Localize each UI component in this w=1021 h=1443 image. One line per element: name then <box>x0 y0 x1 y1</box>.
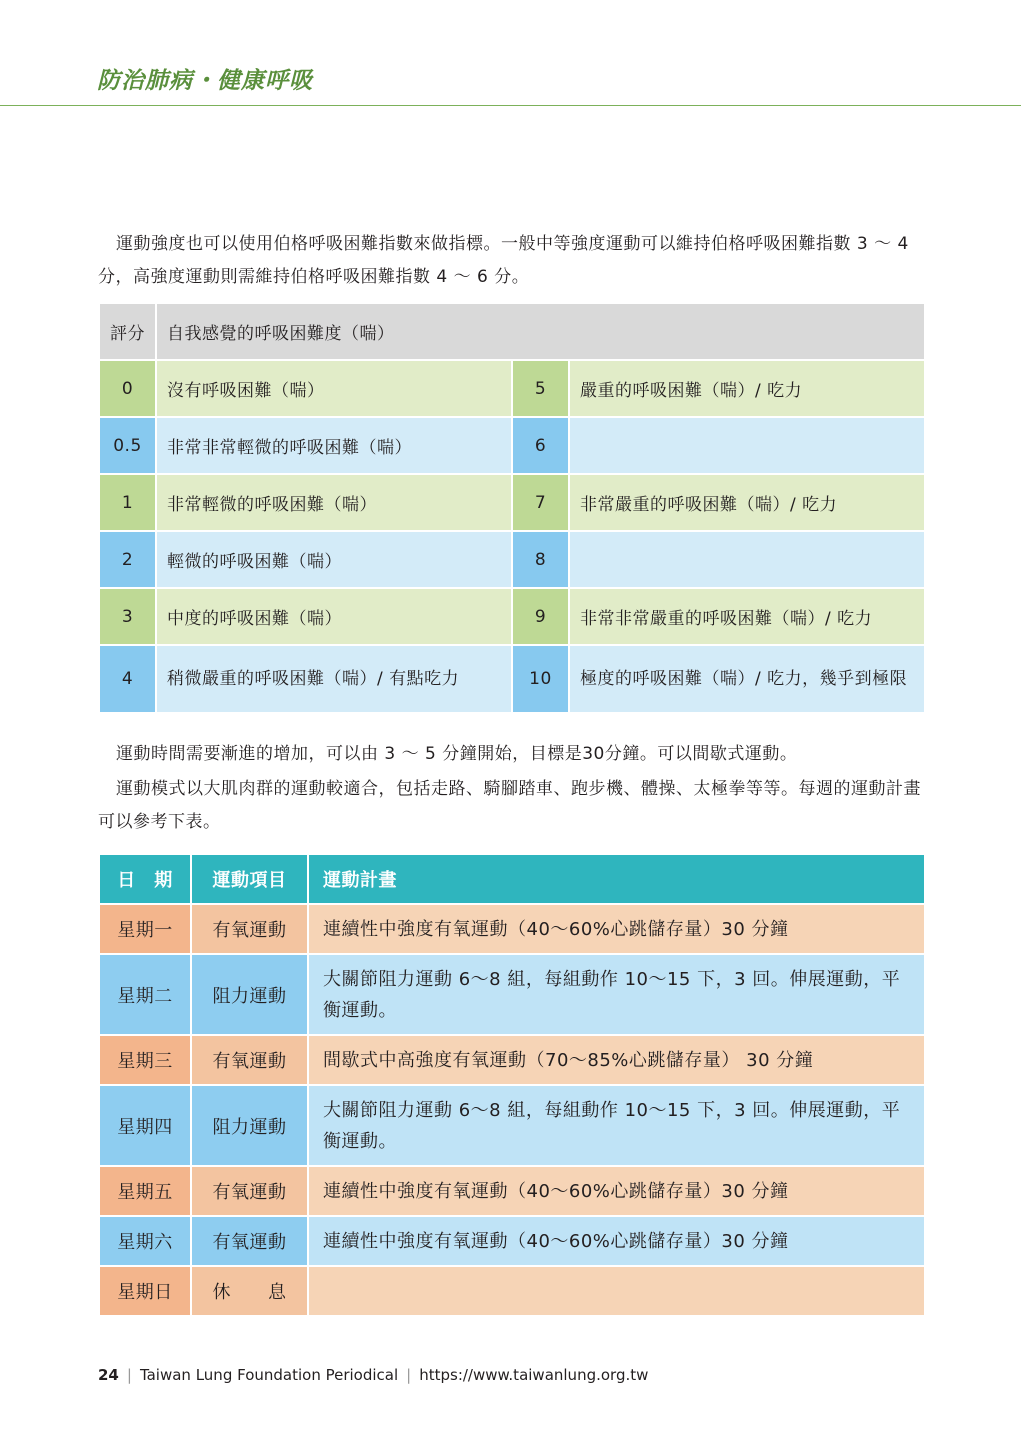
header-desc: 自我感覺的呼吸困難度（喘） <box>156 303 925 360</box>
item-cell: 阻力運動 <box>191 1085 308 1166</box>
item-cell: 阻力運動 <box>191 954 308 1035</box>
day-cell: 星期日 <box>99 1266 191 1316</box>
footer-separator: | <box>406 1366 412 1384</box>
header-plan: 運動計畫 <box>308 854 925 904</box>
plan-cell: 連續性中強度有氧運動（40～60%心跳儲存量）30 分鐘 <box>308 904 925 954</box>
score-cell: 6 <box>512 417 569 474</box>
paragraph-text: 運動模式以大肌肉群的運動較適合，包括走路、騎腳踏車、跑步機、體操、太極拳等等。每週的運動計畫可以參考下表。 <box>98 779 921 832</box>
score-cell: 9 <box>512 588 569 645</box>
desc-cell: 非常輕微的呼吸困難（喘） <box>156 474 512 531</box>
day-cell: 星期五 <box>99 1166 191 1216</box>
day-cell: 星期六 <box>99 1216 191 1266</box>
desc-cell: 非常非常輕微的呼吸困難（喘） <box>156 417 512 474</box>
desc-cell: 稍微嚴重的呼吸困難（喘）/ 有點吃力 <box>156 645 512 713</box>
paragraph-duration <box>98 738 924 771</box>
table-row <box>99 360 925 417</box>
item-cell: 有氧運動 <box>191 1035 308 1085</box>
header-day: 日 期 <box>99 854 191 904</box>
borg-scale-table <box>98 302 926 714</box>
table-row <box>99 645 925 713</box>
header-title: 防治肺病・健康呼吸 <box>97 67 313 94</box>
score-cell: 10 <box>512 645 569 713</box>
plan-cell: 大關節阻力運動 6～8 組，每組動作 10～15 下，3 回。伸展運動，平衡運動。 <box>308 954 925 1035</box>
score-cell: 7 <box>512 474 569 531</box>
item-cell: 有氧運動 <box>191 1166 308 1216</box>
plan-cell: 連續性中強度有氧運動（40～60%心跳儲存量）30 分鐘 <box>308 1216 925 1266</box>
desc-cell: 中度的呼吸困難（喘） <box>156 588 512 645</box>
plan-cell <box>308 1266 925 1316</box>
footer-separator: | <box>126 1366 132 1384</box>
desc-cell: 非常嚴重的呼吸困難（喘）/ 吃力 <box>569 474 925 531</box>
plan-cell: 間歇式中高強度有氧運動（70～85%心跳儲存量） 30 分鐘 <box>308 1035 925 1085</box>
score-cell: 0.5 <box>99 417 156 474</box>
header-score: 評分 <box>99 303 156 360</box>
paragraph-text: 運動時間需要漸進的增加，可以由 3 ～ 5 分鐘開始，目標是30分鐘。可以間歇式運動。 <box>116 744 798 764</box>
table-row <box>99 417 925 474</box>
table-header-row <box>99 854 925 904</box>
day-cell: 星期四 <box>99 1085 191 1166</box>
desc-cell <box>569 417 925 474</box>
table-row <box>99 954 925 1035</box>
table-row <box>99 1266 925 1316</box>
score-cell: 5 <box>512 360 569 417</box>
table-row <box>99 1085 925 1166</box>
desc-cell <box>569 531 925 588</box>
header-item: 運動項目 <box>191 854 308 904</box>
score-cell: 0 <box>99 360 156 417</box>
item-cell: 有氧運動 <box>191 1216 308 1266</box>
plan-cell: 大關節阻力運動 6～8 組，每組動作 10～15 下，3 回。伸展運動，平衡運動。 <box>308 1085 925 1166</box>
header-rule <box>0 105 1021 106</box>
table-row <box>99 588 925 645</box>
plan-cell: 連續性中強度有氧運動（40～60%心跳儲存量）30 分鐘 <box>308 1166 925 1216</box>
table-row <box>99 1216 925 1266</box>
day-cell: 星期三 <box>99 1035 191 1085</box>
table-row <box>99 1166 925 1216</box>
desc-cell: 嚴重的呼吸困難（喘）/ 吃力 <box>569 360 925 417</box>
table-row <box>99 1035 925 1085</box>
footer <box>98 1366 648 1384</box>
item-cell: 有氧運動 <box>191 904 308 954</box>
paragraph-borg-intro <box>98 228 924 294</box>
desc-cell: 極度的呼吸困難（喘）/ 吃力，幾乎到極限 <box>569 645 925 713</box>
score-cell: 4 <box>99 645 156 713</box>
paragraph-mode <box>98 773 924 839</box>
paragraph-text: 運動強度也可以使用伯格呼吸困難指數來做指標。一般中等強度運動可以維持伯格呼吸困難指數 3 ～ 4 分，高強度運動則需維持伯格呼吸困難指數 4 ～ 6 分。 <box>98 234 909 287</box>
table-row <box>99 474 925 531</box>
score-cell: 2 <box>99 531 156 588</box>
periodical-name: Taiwan Lung Foundation Periodical <box>139 1366 399 1384</box>
table-row <box>99 531 925 588</box>
desc-cell: 沒有呼吸困難（喘） <box>156 360 512 417</box>
desc-cell: 非常非常嚴重的呼吸困難（喘）/ 吃力 <box>569 588 925 645</box>
desc-cell: 輕微的呼吸困難（喘） <box>156 531 512 588</box>
footer-url: https://www.taiwanlung.org.tw <box>419 1366 649 1384</box>
item-cell: 休 息 <box>191 1266 308 1316</box>
score-cell: 3 <box>99 588 156 645</box>
score-cell: 8 <box>512 531 569 588</box>
day-cell: 星期二 <box>99 954 191 1035</box>
table-header-row <box>99 303 925 360</box>
page-number: 24 <box>98 1366 119 1384</box>
day-cell: 星期一 <box>99 904 191 954</box>
score-cell: 1 <box>99 474 156 531</box>
table-row <box>99 904 925 954</box>
weekly-plan-table <box>98 853 926 1317</box>
